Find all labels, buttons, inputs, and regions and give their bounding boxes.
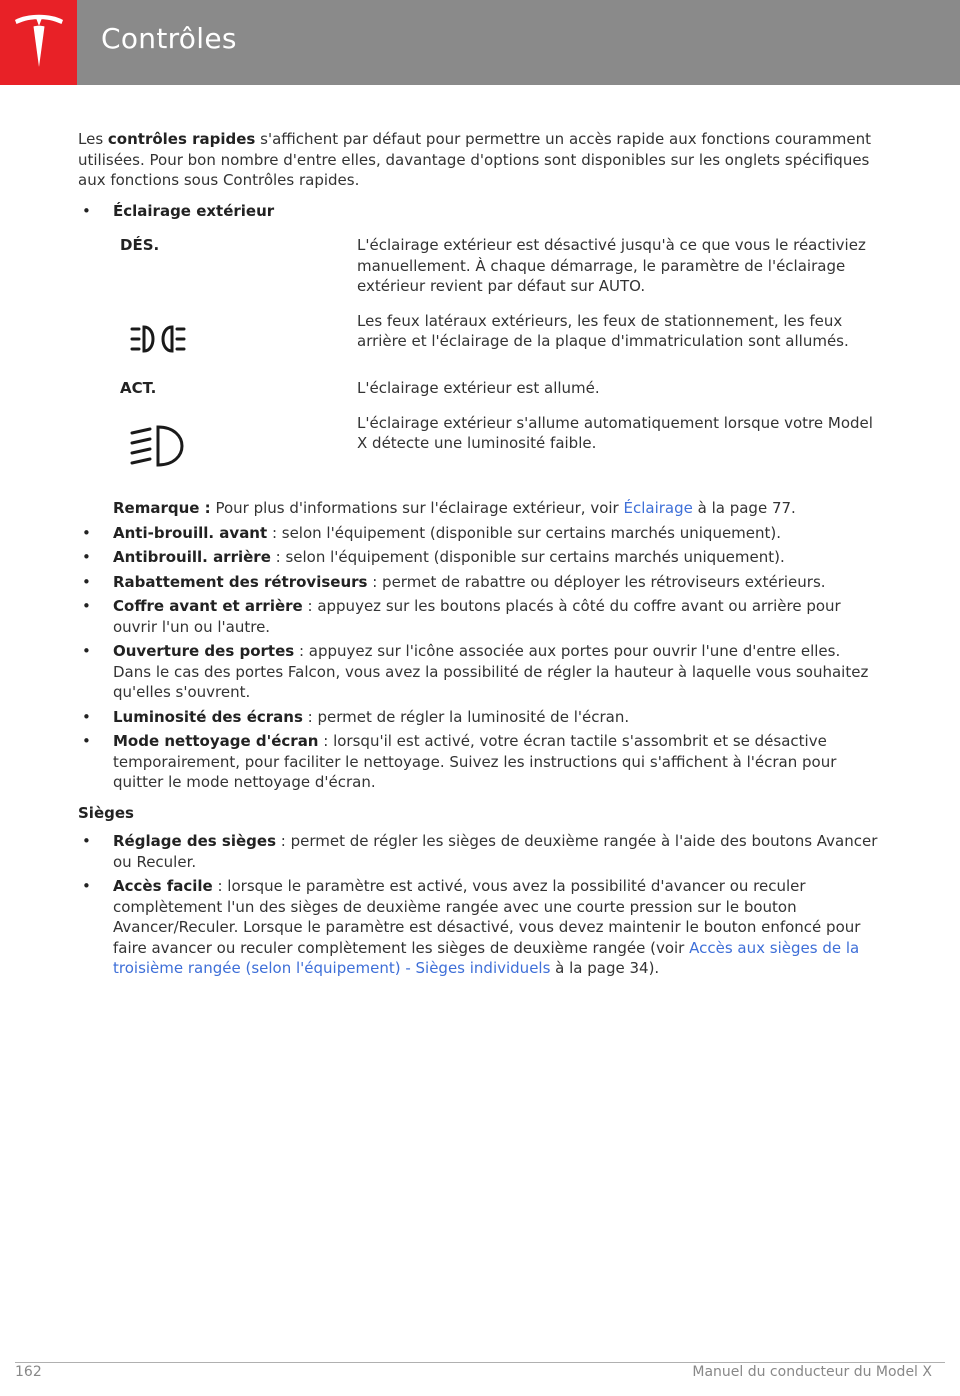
headlight-icon bbox=[128, 421, 192, 473]
lighting-row-label-cell bbox=[113, 378, 357, 413]
footer-divider bbox=[15, 1362, 945, 1363]
list-item bbox=[78, 876, 878, 979]
intro-pre: Les bbox=[78, 130, 108, 148]
link-eclairage[interactable]: Éclairage bbox=[623, 499, 693, 517]
item-text: : permet de régler la luminosité de l'écran. bbox=[302, 707, 630, 726]
controls-list-more bbox=[78, 523, 878, 793]
lighting-on-description: L'éclairage extérieur est allumé. bbox=[357, 379, 600, 397]
list-item bbox=[78, 831, 878, 872]
logo-box bbox=[0, 0, 77, 85]
list-item bbox=[78, 547, 878, 568]
item-title: Mode nettoyage d'écran bbox=[113, 732, 319, 750]
lighting-row-label-cell bbox=[113, 235, 357, 311]
exterior-lighting-heading: Éclairage extérieur bbox=[113, 201, 275, 220]
note-text-end: à la page 77. bbox=[692, 499, 796, 517]
lighting-off-label: DÉS. bbox=[120, 236, 160, 254]
item-text: : appuyez sur les boutons placés à côté du coffre avant ou arrière pour ouvrir l'un ou l'autre. bbox=[113, 597, 841, 636]
seats-title: Sièges bbox=[78, 803, 134, 822]
item-text: : permet de rabattre ou déployer les rétroviseurs extérieurs. bbox=[367, 572, 826, 591]
item-title: Luminosité des écrans bbox=[113, 707, 303, 726]
intro-post: s'affichent par défaut pour permettre un accès rapide aux fonctions couramment utilisées. Pour bon nombre d'entre elles, davantage d'options sont disponibles sur les onglets spécifiques aux fonctions sous Contrôles rapides. bbox=[78, 130, 872, 189]
item-text: : selon l'équipement (disponible sur certains marchés uniquement). bbox=[267, 523, 782, 542]
item-text-end: à la page 34). bbox=[550, 959, 660, 977]
parking-lights-icon bbox=[128, 319, 188, 359]
link-third-row-access[interactable]: Accès aux sièges de la troisième rangée (selon l'équipement) - Sièges individuels bbox=[113, 938, 860, 977]
item-text: : selon l'équipement (disponible sur certains marchés uniquement). bbox=[270, 548, 785, 566]
lighting-row-icon-cell bbox=[113, 413, 357, 493]
item-title: Rabattement des rétroviseurs bbox=[113, 572, 368, 591]
list-item bbox=[78, 707, 878, 728]
intro-bold: contrôles rapides bbox=[107, 130, 256, 148]
item-title: Réglage des sièges bbox=[113, 832, 277, 850]
list-item bbox=[78, 596, 878, 637]
intro-paragraph bbox=[78, 129, 878, 191]
table-row bbox=[113, 378, 873, 413]
controls-list bbox=[78, 201, 878, 222]
lighting-off-description: L'éclairage extérieur est désactivé jusqu'à ce que vous le réactiviez manuellement. À chaque démarrage, le paramètre de l'éclairage extérieur revient par défaut sur AUTO. bbox=[357, 236, 866, 295]
item-title: Ouverture des portes bbox=[113, 642, 295, 660]
seats-section-title bbox=[78, 803, 878, 824]
seats-list bbox=[78, 831, 878, 979]
tesla-logo-icon bbox=[13, 14, 65, 70]
auto-lighting-description: L'éclairage extérieur s'allume automatiquement lorsque votre Model X détecte une luminosité faible. bbox=[357, 413, 873, 452]
list-item bbox=[78, 641, 878, 703]
item-text: : appuyez sur l'icône associée aux portes pour ouvrir l'une d'entre elles. Dans le cas des portes Falcon, vous avez la possibilité de régler la hauteur à laquelle vous souhaitez qu'elles s'ouvrent. bbox=[113, 642, 869, 701]
page-title: Contrôles bbox=[101, 22, 237, 55]
item-title: Accès facile bbox=[113, 877, 213, 895]
parking-lights-description: Les feux latéraux extérieurs, les feux de stationnement, les feux arrière et l'éclairage de la plaque d'immatriculation sont allumés. bbox=[357, 311, 849, 350]
list-item-exterior-lighting bbox=[78, 201, 878, 222]
item-text: : permet de régler les sièges de deuxième rangée à l'aide des boutons Avancer ou Reculer. bbox=[113, 832, 878, 871]
exterior-lighting-table bbox=[113, 235, 873, 492]
lighting-on-label: ACT. bbox=[120, 379, 157, 397]
page-number: 162 bbox=[15, 1364, 42, 1380]
table-row bbox=[113, 311, 873, 379]
note-text: Pour plus d'informations sur l'éclairage extérieur, voir bbox=[210, 499, 624, 517]
list-item bbox=[78, 572, 878, 593]
item-title: Coffre avant et arrière bbox=[113, 597, 303, 615]
item-text: : lorsque le paramètre est activé, vous avez la possibilité d'avancer ou reculer complètement l'un des sièges de deuxième rangée avec une courte pression sur le bouton Avancer/Reculer. Lorsque le paramètre est désactivé, vous devez maintenir le bouton enfoncé pour faire avancer ou reculer complètement les sièges de deuxième rangée (voir bbox=[113, 877, 861, 957]
list-item bbox=[78, 523, 878, 544]
lighting-row-icon-cell bbox=[113, 311, 357, 379]
lighting-note bbox=[78, 498, 878, 519]
main-content bbox=[78, 129, 878, 983]
item-title: Anti-brouill. avant bbox=[113, 523, 268, 542]
item-title: Antibrouill. arrière bbox=[113, 548, 271, 566]
table-row bbox=[113, 235, 873, 311]
manual-title: Manuel du conducteur du Model X bbox=[692, 1364, 932, 1380]
note-label: Remarque : bbox=[113, 499, 211, 517]
item-text: : lorsqu'il est activé, votre écran tactile s'assombrit et se désactive temporairement, pour faciliter le nettoyage. Suivez les instructions qui s'affichent à l'écran pour quitter le mode nettoyage d'écran. bbox=[113, 732, 837, 791]
page-header bbox=[0, 0, 960, 85]
table-row bbox=[113, 413, 873, 493]
list-item bbox=[78, 731, 878, 793]
